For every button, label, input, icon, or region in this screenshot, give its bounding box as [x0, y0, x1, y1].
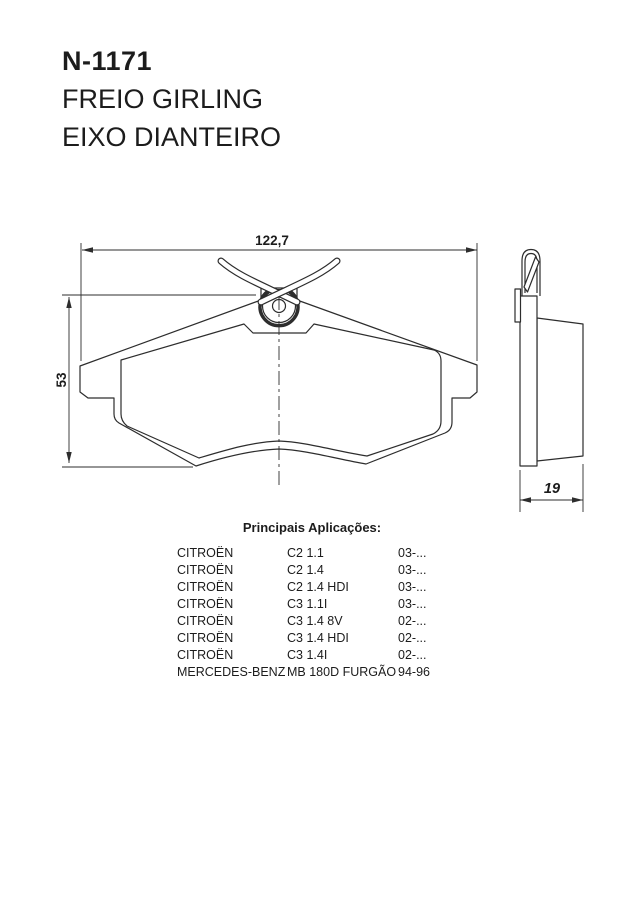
app-years: 03-... [398, 580, 427, 594]
dim-arrow-down-icon [66, 452, 71, 463]
dim-arrow-left-icon [82, 247, 93, 252]
app-model: C2 1.4 HDI [287, 580, 349, 594]
app-make: CITROËN [177, 597, 234, 611]
side-pad-block [537, 318, 583, 461]
dim-thickness-label: 19 [543, 481, 561, 497]
app-make: MERCEDES-BENZ [177, 665, 286, 679]
wing-right-fill [261, 261, 337, 302]
app-model: C2 1.4 [287, 563, 324, 577]
app-years: 94-96 [398, 665, 430, 679]
app-make: CITROËN [177, 614, 234, 628]
table-row [177, 596, 507, 613]
app-model: C3 1.4I [287, 648, 328, 662]
table-row [177, 545, 507, 562]
app-years: 03-... [398, 597, 427, 611]
app-model: C3 1.4 HDI [287, 631, 349, 645]
dim-arrow-right2-icon [572, 497, 583, 502]
app-make: CITROËN [177, 546, 234, 560]
app-years: 02-... [398, 614, 427, 628]
app-years: 03-... [398, 546, 427, 560]
app-years: 02-... [398, 648, 427, 662]
app-make: CITROËN [177, 580, 234, 594]
dim-height-label: 53 [54, 372, 69, 388]
app-model: C3 1.1I [287, 597, 328, 611]
app-years: 03-... [398, 563, 427, 577]
table-row [177, 562, 507, 579]
app-make: CITROËN [177, 631, 234, 645]
dim-width-label: 122,7 [255, 233, 289, 248]
applications-heading: Principais Aplicações: [242, 520, 382, 535]
applications-table [177, 545, 507, 681]
brake-system-title: FREIO GIRLING [62, 84, 264, 114]
table-row [177, 579, 507, 596]
wing-left-fill [221, 261, 297, 302]
spring-wings [221, 261, 337, 302]
table-row [177, 647, 507, 664]
side-view [515, 250, 583, 467]
dim-arrow-right-icon [466, 247, 477, 252]
table-row [177, 613, 507, 630]
axle-title: EIXO DIANTEIRO [62, 122, 282, 152]
app-make: CITROËN [177, 563, 234, 577]
side-backplate [520, 296, 537, 466]
app-model: C3 1.4 8V [287, 614, 343, 628]
part-number: N-1171 [62, 46, 153, 76]
table-row [177, 630, 507, 647]
table-row [177, 664, 507, 681]
app-make: CITROËN [177, 648, 234, 662]
side-tab [515, 289, 521, 322]
dim-arrow-up-icon [66, 297, 71, 308]
app-model: MB 180D FURGÃO [287, 665, 397, 679]
dim-arrow-left2-icon [520, 497, 531, 502]
app-model: C2 1.1 [287, 546, 324, 560]
app-years: 02-... [398, 631, 427, 645]
